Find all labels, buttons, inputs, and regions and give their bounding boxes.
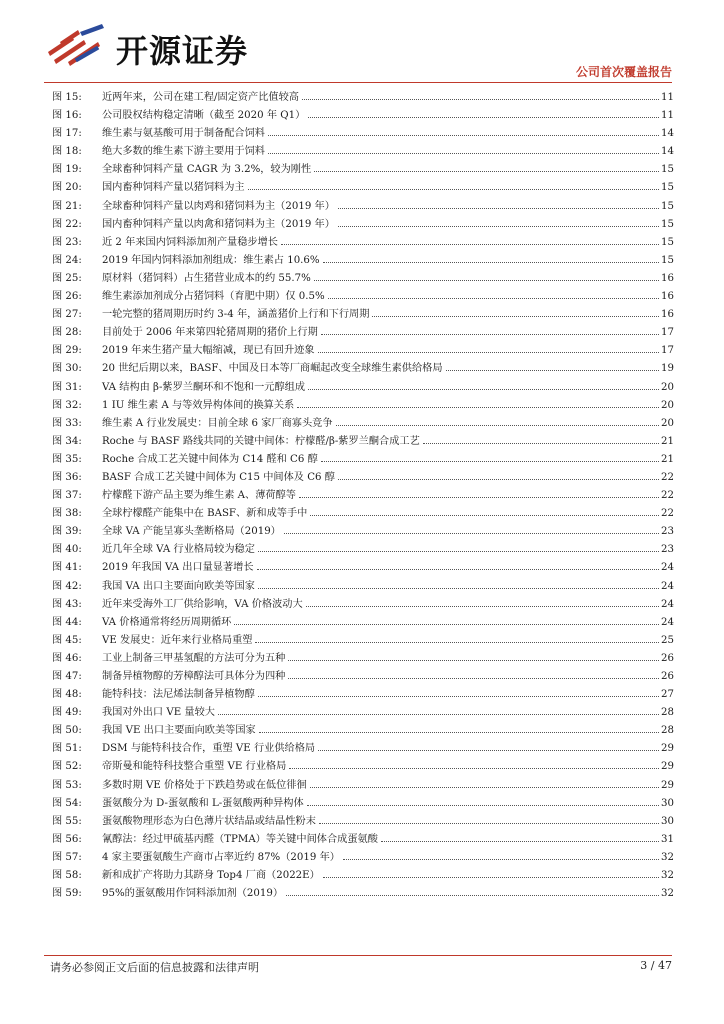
figure-page-number: 20 [661,417,674,429]
figure-label: 图 18: [52,146,82,158]
figure-page-number: 19 [661,363,674,375]
dot-leader [319,823,659,824]
figure-title: 我国 VA 出口主要面向欧美等国家 [102,580,255,592]
dot-leader [257,569,659,570]
figure-label: 图 46: [52,652,82,664]
toc-row[interactable] [52,469,674,487]
figure-title: 氰醇法：经过甲硫基丙醛（TPMA）等关键中间体合成蛋氨酸 [102,833,378,845]
figure-label: 图 26: [52,291,82,303]
figure-label: 图 27: [52,309,82,321]
figure-page-number: 21 [661,435,674,447]
figure-label: 图 30: [52,363,82,375]
figure-label: 图 23: [52,236,82,248]
figure-label: 图 39: [52,526,82,538]
figure-page-number: 25 [661,634,674,646]
dot-leader [328,298,659,299]
figure-page-number: 15 [661,218,674,230]
figure-label: 图 54: [52,797,82,809]
toc-row[interactable] [52,397,674,415]
figure-page-number: 16 [661,309,674,321]
toc-row[interactable] [52,596,674,614]
figure-page-number: 16 [661,272,674,284]
figure-page-number: 28 [661,707,674,719]
toc-row[interactable] [52,198,674,216]
figure-title: 国内畜种饲料产量以猪饲料为主 [102,182,245,194]
figure-label: 图 34: [52,435,82,447]
figure-page-number: 30 [661,815,674,827]
toc-row[interactable] [52,360,674,378]
dot-leader [288,678,659,679]
figure-title: 维生素添加剂成分占猪饲料（育肥中期）仅 0.5% [102,291,325,303]
toc-row[interactable] [52,89,674,107]
figure-page-number: 26 [661,671,674,682]
toc-row[interactable] [52,161,674,179]
dot-leader [314,171,659,172]
dot-leader [308,389,659,390]
dot-leader [284,533,659,534]
dot-leader [336,425,659,426]
figure-page-number: 15 [661,254,674,266]
dot-leader [423,443,659,444]
toc-row[interactable] [52,849,674,867]
toc-row[interactable] [52,107,674,125]
figure-title: 国内畜种饲料产量以肉禽和猪饲料为主（2019 年） [102,218,335,230]
figure-page-number: 27 [661,689,674,701]
figure-page-number: 20 [661,381,674,393]
figure-title: 95%的蛋氨酸用作饲料添加剂（2019） [102,888,284,900]
figure-page-number: 22 [661,490,674,502]
dot-leader [338,226,659,227]
dot-leader [286,895,659,896]
figure-label: 图 40: [52,544,82,556]
dot-leader [258,696,659,697]
toc-row[interactable] [52,234,674,252]
figure-title: 能特科技：法尼烯法制备异植物醇 [102,689,255,701]
figure-label: 图 48: [52,689,82,701]
figure-label: 图 17: [52,128,82,140]
figure-page-number: 31 [661,833,674,845]
figure-page-number: 11 [661,92,674,103]
toc-row[interactable] [52,777,674,795]
figure-title: 维生素与氨基酸可用于制备配合饲料 [102,128,265,140]
dot-leader [318,750,659,751]
figure-title: 全球畜种饲料产量 CAGR 为 3.2%，较为刚性 [102,164,312,176]
dot-leader [343,859,659,860]
figure-label: 图 24: [52,254,82,266]
figure-page-number: 11 [661,110,674,122]
figure-title: 蛋氨酸物理形态为白色薄片状结晶或结晶性粉末 [102,815,316,827]
toc-row[interactable] [52,415,674,433]
figure-label: 图 31: [52,381,82,393]
toc-row[interactable] [52,379,674,397]
dot-leader [281,244,659,245]
dot-leader [302,99,659,100]
dot-leader [255,642,659,643]
figure-page-number: 14 [661,128,674,140]
dot-leader [297,407,659,408]
toc-row[interactable] [52,143,674,161]
figure-title: 全球柠檬醛产能集中在 BASF、新和成等手中 [102,508,308,520]
figure-page-number: 21 [661,453,674,465]
company-name: 开源证券 [116,32,249,70]
figure-title: Roche 合成工艺关键中间体为 C14 醛和 C6 醇 [102,453,318,465]
figure-page-number: 22 [661,471,674,483]
figure-page-number: 32 [661,870,674,882]
toc-row[interactable] [52,668,674,686]
figure-title: 原材料（猪饲料）占生猪营业成本的约 55.7% [102,272,311,284]
toc-row[interactable] [52,216,674,234]
figure-label: 图 25: [52,272,82,284]
figure-title: BASF 合成工艺关键中间体为 C15 中间体及 C6 醇 [102,471,335,483]
figure-label: 图 43: [52,598,82,610]
figure-page-number: 30 [661,797,674,809]
toc-row[interactable] [52,885,674,903]
figure-title: VE 发展史：近年来行业格局重塑 [102,634,253,646]
toc-row[interactable] [52,433,674,451]
figure-title: 新和成扩产将助力其跻身 Top4 厂商（2022E） [102,870,320,882]
figure-page-number: 24 [661,562,674,574]
toc-row[interactable] [52,179,674,197]
figure-label: 图 16: [52,110,82,122]
toc-row[interactable] [52,288,674,306]
figure-label: 图 20: [52,182,82,194]
dot-leader [248,189,659,190]
figure-page-number: 15 [661,200,674,212]
figure-label: 图 57: [52,851,82,863]
toc-row[interactable] [52,252,674,270]
figure-label: 图 29: [52,345,82,357]
figure-title: 维生素 A 行业发展史：目前全球 6 家厂商寡头竞争 [102,417,333,429]
figure-label: 图 42: [52,580,82,592]
figure-label: 图 51: [52,743,82,755]
dot-leader [268,135,659,136]
figure-title: 绝大多数的维生素下游主要用于饲料 [102,146,265,158]
figure-label: 图 35: [52,453,82,465]
toc-row[interactable] [52,505,674,523]
figure-page-number: 23 [661,526,674,538]
toc-row[interactable] [52,541,674,559]
toc-row[interactable] [52,324,674,342]
figure-label: 图 33: [52,417,82,429]
dot-leader [306,606,659,607]
dot-leader [258,588,659,589]
toc-row[interactable] [52,487,674,505]
dot-leader [446,370,660,371]
figure-list [52,89,674,903]
toc-row[interactable] [52,632,674,650]
figure-title: VA 价格通常将经历周期循环 [102,616,232,628]
figure-title: 柠檬醛下游产品主要为维生素 A、薄荷醇等 [102,490,296,502]
figure-title: VA 结构由 β-紫罗兰酮环和不饱和一元醇组成 [102,381,306,393]
figure-label: 图 37: [52,490,82,502]
figure-title: 工业上制备三甲基氢醌的方法可分为五种 [102,652,286,664]
figure-page-number: 22 [661,508,674,520]
figure-page-number: 24 [661,580,674,592]
figure-label: 图 49: [52,707,82,719]
figure-page-number: 32 [661,888,674,900]
figure-title: DSM 与能特科技合作，重塑 VE 行业供给格局 [102,743,316,755]
dot-leader [288,660,659,661]
toc-row[interactable] [52,795,674,813]
figure-title: 近年来受海外工厂供给影响，VA 价格波动大 [102,598,303,610]
figure-title: 4 家主要蛋氨酸生产商市占率近约 87%（2019 年） [102,851,340,863]
dot-leader [310,787,659,788]
dot-leader [321,334,659,335]
figure-title: 蛋氨酸分为 D-蛋氨酸和 L-蛋氨酸两种异构体 [102,797,304,809]
dot-leader [318,352,659,353]
figure-title: Roche 与 BASF 路线共同的关键中间体：柠檬醛/β-紫罗兰酮合成工艺 [102,435,420,447]
figure-page-number: 29 [661,761,674,773]
figure-page-number: 29 [661,743,674,755]
figure-label: 图 41: [52,562,82,574]
figure-page-number: 23 [661,544,674,556]
dot-leader [323,877,659,878]
figure-title: 近 2 年来国内饲料添加剂产量稳步增长 [102,236,278,248]
dot-leader [234,624,659,625]
figure-label: 图 52: [52,761,82,773]
figure-label: 图 44: [52,616,82,628]
kaiyuan-logo-icon [44,22,110,68]
dot-leader [381,841,659,842]
toc-row[interactable] [52,722,674,740]
figure-page-number: 24 [661,616,674,628]
dot-leader [321,461,659,462]
figure-page-number: 26 [661,652,674,664]
figure-page-number: 29 [661,779,674,791]
figure-label: 图 21: [52,200,82,212]
toc-row[interactable] [52,686,674,704]
figure-title: 全球 VA 产能呈寡头垄断格局（2019） [102,526,281,538]
toc-row[interactable] [52,523,674,541]
toc-row[interactable] [52,451,674,469]
toc-row[interactable] [52,831,674,849]
figure-title: 近几年全球 VA 行业格局较为稳定 [102,544,255,556]
figure-label: 图 56: [52,833,82,845]
figure-label: 图 59: [52,888,82,900]
dot-leader [338,208,659,209]
figure-title: 20 世纪后期以来，BASF、中国及日本等厂商崛起改变全球维生素供给格局 [102,363,443,375]
figure-label: 图 55: [52,815,82,827]
figure-title: 我国对外出口 VE 量较大 [102,707,215,719]
toc-row[interactable] [52,342,674,360]
toc-row[interactable] [52,578,674,596]
dot-leader [323,262,659,263]
dot-leader [268,153,659,154]
dot-leader [307,805,659,806]
figure-title: 我国 VE 出口主要面向欧美等国家 [102,725,256,737]
dot-leader [310,515,659,516]
toc-row[interactable] [52,650,674,668]
figure-title: 制备异植物醇的芳樟醇法可具体分为四种 [102,671,286,682]
figure-page-number: 15 [661,182,674,194]
dot-leader [338,479,659,480]
figure-title: 帝斯曼和能特科技整合重塑 VE 行业格局 [102,761,287,773]
figure-title: 1 IU 维生素 A 与等效异构体间的换算关系 [102,399,295,411]
figure-page-number: 17 [661,345,674,357]
header-divider [44,82,672,83]
figure-label: 图 58: [52,870,82,882]
figure-label: 图 47: [52,671,82,682]
toc-row[interactable] [52,559,674,577]
figure-page-number: 15 [661,236,674,248]
dot-leader [258,551,659,552]
disclaimer-note: 请务必参阅正文后面的信息披露和法律声明 [50,961,259,974]
figure-title: 多数时期 VE 价格处于下跌趋势或在低位徘徊 [102,779,307,791]
dot-leader [314,280,659,281]
figure-title: 2019 年我国 VA 出口量显著增长 [102,562,254,574]
toc-row[interactable] [52,740,674,758]
dot-leader [259,732,659,733]
toc-row[interactable] [52,614,674,632]
figure-label: 图 36: [52,471,82,483]
figure-label: 图 45: [52,634,82,646]
figure-title: 近两年来，公司在建工程/固定资产比值较高 [102,92,299,103]
figure-page-number: 28 [661,725,674,737]
toc-row[interactable] [52,125,674,143]
figure-title: 一轮完整的猪周期历时约 3-4 年，涵盖猪价上行和下行周期 [102,309,370,321]
figure-page-number: 17 [661,327,674,339]
figure-page-number: 16 [661,291,674,303]
page-header [0,0,724,80]
toc-row[interactable] [52,758,674,776]
toc-row[interactable] [52,704,674,722]
report-type-label: 公司首次覆盖报告 [575,65,672,79]
dot-leader [218,714,659,715]
figure-page-number: 20 [661,399,674,411]
figure-page-number: 24 [661,598,674,610]
company-logo [44,22,284,68]
figure-label: 图 19: [52,164,82,176]
figure-label: 图 15: [52,92,82,103]
figure-title: 2019 年来生猪产量大幅缩减，现已有回升迹象 [102,345,315,357]
dot-leader [308,117,659,118]
figure-page-number: 15 [661,164,674,176]
dot-leader [289,768,659,769]
figure-label: 图 28: [52,327,82,339]
toc-row[interactable] [52,813,674,831]
figure-title: 目前处于 2006 年来第四轮猪周期的猪价上行期 [102,327,318,339]
figure-title: 公司股权结构稳定清晰（截至 2020 年 Q1） [102,110,306,122]
figure-title: 全球畜种饲料产量以肉鸡和猪饲料为主（2019 年） [102,200,335,212]
toc-row[interactable] [52,270,674,288]
figure-page-number: 32 [661,851,674,863]
dot-leader [299,497,659,498]
figure-label: 图 53: [52,779,82,791]
page-number: 3 / 47 [640,959,672,972]
dot-leader [372,316,659,317]
toc-row[interactable] [52,306,674,324]
figure-label: 图 50: [52,725,82,737]
figure-label: 图 22: [52,218,82,230]
figure-title: 2019 年国内饲料添加剂组成：维生素占 10.6% [102,254,320,266]
figure-page-number: 14 [661,146,674,158]
footer-divider [44,955,672,956]
figure-label: 图 32: [52,399,82,411]
figure-label: 图 38: [52,508,82,520]
toc-row[interactable] [52,867,674,885]
